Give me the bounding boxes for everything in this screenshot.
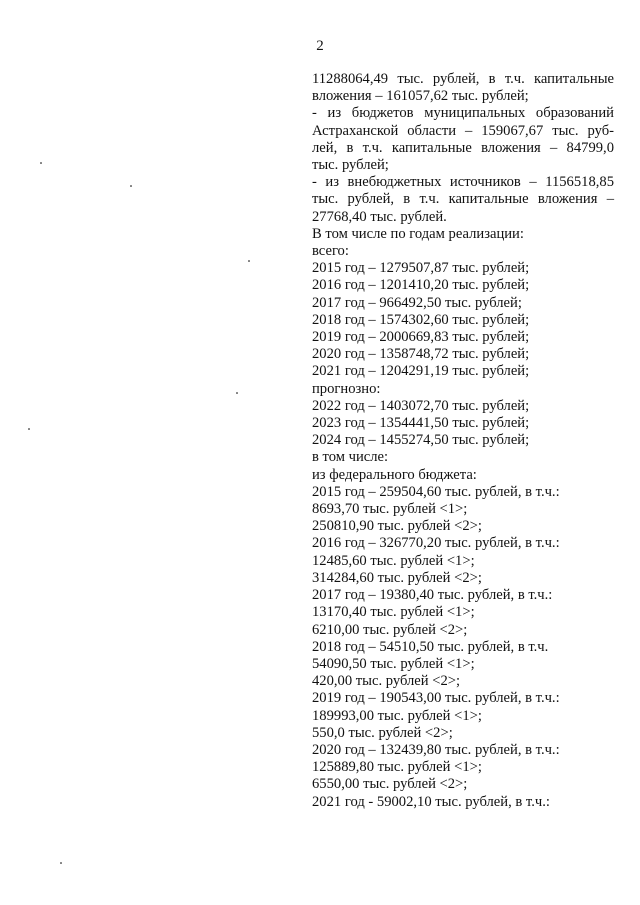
document-line: 2015 год – 259504,60 тыс. рублей, в т.ч.: xyxy=(312,483,560,500)
document-line: из федерального бюджета: xyxy=(312,466,477,483)
document-line: 2015 год – 1279507,87 тыс. рублей; xyxy=(312,260,530,277)
document-line: 189993,00 тыс. рублей <1>; xyxy=(312,707,482,724)
document-line: 2016 год – 326770,20 тыс. рублей, в т.ч.: xyxy=(312,535,560,552)
document-line: 2020 год – 1358748,72 тыс. рублей; xyxy=(312,346,530,363)
document-line: 2021 год - 59002,10 тыс. рублей, в т.ч.: xyxy=(312,793,550,810)
document-line: 2019 год – 2000669,83 тыс. рублей; xyxy=(312,329,530,346)
document-line: 250810,90 тыс. рублей <2>; xyxy=(312,518,482,535)
document-line: тыс. рублей, в т.ч. капитальные вложения – xyxy=(312,191,614,208)
document-text-column xyxy=(312,71,614,811)
document-line: всего: xyxy=(312,243,349,260)
document-line: - из внебюджетных источников – 1156518,85 xyxy=(312,174,614,191)
scan-speck xyxy=(60,862,62,864)
scan-speck xyxy=(248,260,250,262)
document-line: 125889,80 тыс. рублей <1>; xyxy=(312,759,482,776)
document-line: 2019 год – 190543,00 тыс. рублей, в т.ч.: xyxy=(312,690,560,707)
document-line: 2023 год – 1354441,50 тыс. рублей; xyxy=(312,415,530,432)
document-line: 2016 год – 1201410,20 тыс. рублей; xyxy=(312,277,530,294)
document-line: 2022 год – 1403072,70 тыс. рублей; xyxy=(312,397,530,414)
page-number: 2 xyxy=(316,38,324,54)
scan-speck xyxy=(236,392,238,394)
document-line: 12485,60 тыс. рублей <1>; xyxy=(312,552,475,569)
document-line: 6550,00 тыс. рублей <2>; xyxy=(312,776,468,793)
scan-speck xyxy=(130,185,132,187)
document-line: В том числе по годам реализации: xyxy=(312,225,524,242)
document-line: 6210,00 тыс. рублей <2>; xyxy=(312,621,468,638)
document-line: 2021 год – 1204291,19 тыс. рублей; xyxy=(312,363,530,380)
document-line: Астраханской области – 159067,67 тыс. руб- xyxy=(312,122,614,139)
document-line: 2024 год – 1455274,50 тыс. рублей; xyxy=(312,432,530,449)
document-line: 420,00 тыс. рублей <2>; xyxy=(312,673,461,690)
document-line: прогнозно: xyxy=(312,380,381,397)
document-line: в том числе: xyxy=(312,449,389,466)
document-line: - из бюджетов муниципальных образований xyxy=(312,105,614,122)
document-line: тыс. рублей; xyxy=(312,157,389,174)
scan-speck xyxy=(28,428,30,430)
document-line: 13170,40 тыс. рублей <1>; xyxy=(312,604,475,621)
document-line: 2017 год – 19380,40 тыс. рублей, в т.ч.: xyxy=(312,587,553,604)
document-line: 314284,60 тыс. рублей <2>; xyxy=(312,569,482,586)
document-line: 8693,70 тыс. рублей <1>; xyxy=(312,501,468,518)
document-line: 27768,40 тыс. рублей. xyxy=(312,208,447,225)
document-line: 550,0 тыс. рублей <2>; xyxy=(312,724,453,741)
document-line: 2017 год – 966492,50 тыс. рублей; xyxy=(312,294,522,311)
document-line: 54090,50 тыс. рублей <1>; xyxy=(312,655,475,672)
document-line: 2018 год – 54510,50 тыс. рублей, в т.ч. xyxy=(312,638,549,655)
document-line: 2018 год – 1574302,60 тыс. рублей; xyxy=(312,311,530,328)
document-line: 2020 год – 132439,80 тыс. рублей, в т.ч.: xyxy=(312,741,560,758)
document-line: вложения – 161057,62 тыс. рублей; xyxy=(312,88,529,105)
document-line: 11288064,49 тыс. рублей, в т.ч. капитальные xyxy=(312,71,614,87)
document-line: лей, в т.ч. капитальные вложения – 84799,0 xyxy=(312,139,614,156)
scan-speck xyxy=(40,162,42,164)
